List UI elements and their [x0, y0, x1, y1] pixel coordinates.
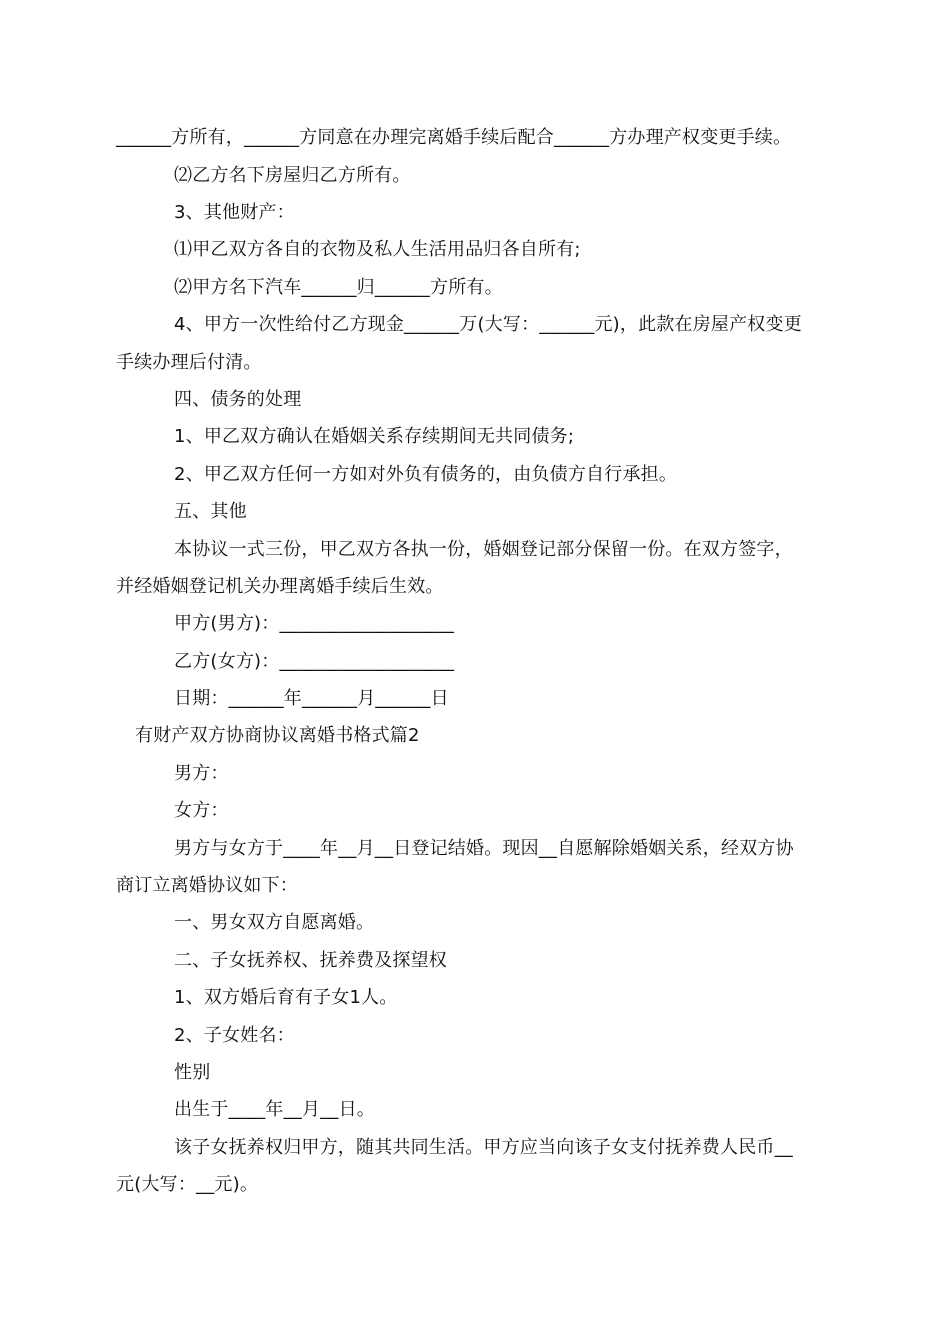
section-heading: 五、其他	[174, 501, 247, 522]
signature-line-party-b: 乙方(女方)：___________________	[174, 651, 455, 672]
paragraph-line: ⑴甲乙双方各自的衣物及私人生活用品归各自所有;	[174, 239, 581, 260]
paragraph-line: ______方所有，______方同意在办理完离婚手续后配合______方办理产权变更手续。	[116, 127, 792, 148]
signature-line-party-a: 甲方(男方)：___________________	[174, 613, 455, 634]
paragraph-line: 女方：	[174, 800, 229, 821]
paragraph-line: 男方与女方于____年__月__日登记结婚。现因__自愿解除婚姻关系，经双方协	[174, 838, 794, 859]
section-title: 有财产双方协商协议离婚书格式篇2	[135, 725, 420, 746]
paragraph-line: ⑵乙方名下房屋归乙方所有。	[174, 165, 411, 186]
paragraph-line: 手续办理后付清。	[116, 352, 262, 373]
paragraph-line: 4、甲方一次性给付乙方现金______万(大写：______元)，此款在房屋产权变更	[174, 314, 802, 335]
paragraph-line: 该子女抚养权归甲方，随其共同生活。甲方应当向该子女支付抚养费人民币__	[174, 1137, 793, 1158]
paragraph-line: 元(大写：__元)。	[116, 1174, 259, 1195]
paragraph-line: 商订立离婚协议如下：	[116, 875, 298, 896]
section-heading: 四、债务的处理	[174, 389, 302, 410]
paragraph-line: 出生于____年__月__日。	[174, 1099, 375, 1120]
section-heading: 3、其他财产：	[174, 202, 295, 223]
paragraph-line: ⑵甲方名下汽车______归______方所有。	[174, 277, 503, 298]
paragraph-line: 2、子女姓名：	[174, 1025, 295, 1046]
paragraph-line: 2、甲乙双方任何一方如对外负有债务的，由负债方自行承担。	[174, 464, 678, 485]
paragraph-line: 并经婚姻登记机关办理离婚手续后生效。	[116, 576, 444, 597]
paragraph-line: 1、甲乙双方确认在婚姻关系存续期间无共同债务;	[174, 426, 575, 447]
paragraph-line: 性别	[174, 1062, 211, 1083]
section-heading: 一、男女双方自愿离婚。	[174, 912, 375, 933]
section-heading: 二、子女抚养权、抚养费及探望权	[174, 950, 447, 971]
date-line: 日期：______年______月______日	[174, 688, 449, 709]
paragraph-line: 男方：	[174, 763, 229, 784]
paragraph-line: 本协议一式三份，甲乙双方各执一份，婚姻登记部分保留一份。在双方签字，	[174, 539, 793, 560]
paragraph-line: 1、双方婚后育有子女1人。	[174, 987, 398, 1008]
